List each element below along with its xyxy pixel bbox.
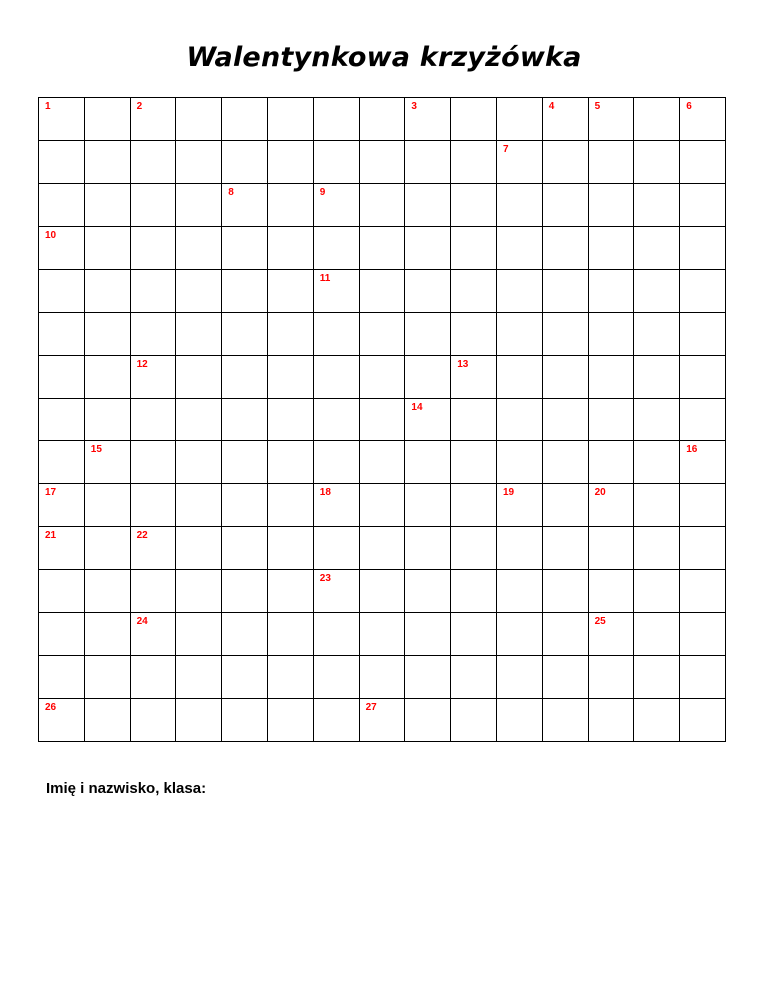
grid-cell[interactable] — [176, 656, 222, 699]
grid-cell[interactable] — [405, 270, 451, 313]
grid-cell[interactable] — [680, 270, 726, 313]
clue-number: 13 — [457, 358, 469, 370]
grid-cell[interactable] — [222, 527, 268, 570]
grid-cell[interactable] — [85, 98, 131, 141]
grid-cell[interactable] — [680, 227, 726, 270]
clue-number: 16 — [686, 444, 698, 456]
grid-cell[interactable] — [131, 656, 177, 699]
grid-cell[interactable] — [405, 399, 451, 442]
grid-cell[interactable] — [85, 313, 131, 356]
clue-number: 12 — [136, 358, 148, 370]
grid-cell[interactable] — [314, 356, 360, 399]
grid-cell[interactable] — [39, 356, 85, 399]
grid-cell[interactable] — [634, 227, 680, 270]
grid-cell[interactable] — [360, 656, 406, 699]
grid-cell[interactable] — [634, 270, 680, 313]
grid-cell[interactable] — [268, 656, 314, 699]
grid-cell[interactable] — [176, 484, 222, 527]
grid-cell[interactable] — [589, 441, 635, 484]
grid-cell[interactable] — [497, 270, 543, 313]
grid-cell[interactable] — [680, 699, 726, 742]
grid-cell[interactable] — [314, 270, 360, 313]
grid-cell[interactable] — [131, 356, 177, 399]
grid-cell[interactable] — [85, 184, 131, 227]
clue-number: 3 — [411, 101, 417, 112]
grid-cell[interactable] — [497, 484, 543, 527]
grid-cell[interactable] — [360, 313, 406, 356]
grid-cell[interactable] — [314, 613, 360, 656]
grid-cell[interactable] — [680, 399, 726, 442]
grid-cell[interactable] — [85, 484, 131, 527]
grid-cell[interactable] — [314, 399, 360, 442]
grid-cell[interactable] — [497, 227, 543, 270]
grid-cell[interactable] — [543, 356, 589, 399]
grid-cell[interactable] — [405, 484, 451, 527]
grid-cell[interactable] — [405, 441, 451, 484]
grid-cell[interactable] — [131, 613, 177, 656]
grid-cell[interactable] — [176, 570, 222, 613]
clue-number: 8 — [228, 186, 234, 198]
grid-cell[interactable] — [589, 484, 635, 527]
clue-number: 10 — [45, 229, 57, 241]
grid-cell[interactable] — [222, 399, 268, 442]
grid-cell[interactable] — [85, 656, 131, 699]
grid-cell[interactable] — [680, 356, 726, 399]
grid-cell[interactable] — [314, 699, 360, 742]
grid-cell[interactable] — [680, 613, 726, 656]
grid-cell[interactable] — [589, 656, 635, 699]
grid-cell[interactable] — [222, 227, 268, 270]
grid-cell[interactable] — [85, 270, 131, 313]
grid-cell[interactable] — [222, 699, 268, 742]
grid-cell[interactable] — [131, 313, 177, 356]
grid-cell[interactable] — [360, 570, 406, 613]
grid-cell[interactable] — [131, 441, 177, 484]
grid-cell[interactable] — [497, 141, 543, 184]
clue-number: 14 — [411, 401, 423, 413]
grid-cell[interactable] — [543, 399, 589, 442]
grid-cell[interactable] — [451, 484, 497, 527]
grid-cell[interactable] — [360, 227, 406, 270]
grid-cell[interactable] — [589, 570, 635, 613]
grid-cell[interactable] — [314, 184, 360, 227]
grid-cell[interactable] — [131, 141, 177, 184]
grid-cell[interactable] — [39, 270, 85, 313]
grid-cell[interactable] — [497, 184, 543, 227]
grid-cell[interactable] — [543, 141, 589, 184]
grid-cell[interactable] — [268, 399, 314, 442]
grid-cell[interactable] — [268, 441, 314, 484]
grid-cell[interactable] — [85, 527, 131, 570]
grid-cell[interactable] — [405, 656, 451, 699]
grid-cell[interactable] — [543, 699, 589, 742]
grid-cell[interactable] — [405, 527, 451, 570]
grid-cell[interactable] — [543, 570, 589, 613]
grid-cell[interactable] — [268, 613, 314, 656]
grid-cell[interactable] — [85, 399, 131, 442]
grid-cell[interactable] — [680, 98, 726, 141]
grid-cell[interactable] — [405, 699, 451, 742]
clue-number: 18 — [319, 487, 331, 499]
grid-cell[interactable] — [451, 227, 497, 270]
grid-cell[interactable] — [85, 356, 131, 399]
grid-cell[interactable] — [176, 227, 222, 270]
grid-cell[interactable] — [451, 656, 497, 699]
grid-cell[interactable] — [360, 527, 406, 570]
grid-cell[interactable] — [451, 527, 497, 570]
grid-cell[interactable] — [314, 441, 360, 484]
grid-cell[interactable] — [39, 527, 85, 570]
clue-number: 27 — [365, 702, 377, 714]
grid-cell[interactable] — [589, 227, 635, 270]
grid-cell[interactable] — [39, 98, 85, 141]
grid-cell[interactable] — [634, 656, 680, 699]
grid-cell[interactable] — [589, 98, 635, 141]
grid-cell[interactable] — [680, 141, 726, 184]
grid-cell[interactable] — [634, 613, 680, 656]
grid-cell[interactable] — [85, 699, 131, 742]
grid-cell[interactable] — [543, 441, 589, 484]
grid-cell[interactable] — [222, 613, 268, 656]
grid-cell[interactable] — [176, 356, 222, 399]
clue-number: 24 — [136, 616, 148, 628]
grid-cell[interactable] — [314, 141, 360, 184]
grid-cell[interactable] — [405, 356, 451, 399]
grid-cell[interactable] — [497, 613, 543, 656]
grid-cell[interactable] — [39, 613, 85, 656]
grid-cell[interactable] — [451, 613, 497, 656]
grid-cell[interactable] — [222, 184, 268, 227]
grid-cell[interactable] — [176, 98, 222, 141]
grid-cell[interactable] — [176, 184, 222, 227]
grid-cell[interactable] — [634, 356, 680, 399]
clue-number: 21 — [45, 530, 57, 542]
grid-cell[interactable] — [634, 527, 680, 570]
clue-number: 1 — [45, 101, 51, 112]
grid-cell[interactable] — [451, 399, 497, 442]
grid-cell[interactable] — [589, 313, 635, 356]
grid-cell[interactable] — [405, 570, 451, 613]
grid-cell[interactable] — [497, 699, 543, 742]
grid-cell[interactable] — [268, 699, 314, 742]
grid-cell[interactable] — [634, 313, 680, 356]
grid-cell[interactable] — [85, 441, 131, 484]
grid-cell[interactable] — [451, 313, 497, 356]
grid-cell[interactable] — [360, 141, 406, 184]
clue-number: 2 — [136, 101, 143, 112]
grid-cell[interactable] — [131, 484, 177, 527]
grid-cell[interactable] — [360, 699, 406, 742]
grid-cell[interactable] — [268, 527, 314, 570]
grid-cell[interactable] — [451, 270, 497, 313]
clue-number: 22 — [136, 530, 148, 542]
grid-cell[interactable] — [314, 313, 360, 356]
grid-cell[interactable] — [176, 270, 222, 313]
grid-cell[interactable] — [131, 570, 177, 613]
grid-cell[interactable] — [131, 98, 177, 141]
clue-number: 25 — [594, 616, 606, 628]
clue-number: 15 — [90, 444, 102, 456]
name-class-label: Imię i nazwisko, klasa: — [46, 780, 207, 797]
grid-cell[interactable] — [314, 527, 360, 570]
grid-cell[interactable] — [680, 441, 726, 484]
grid-cell[interactable] — [451, 356, 497, 399]
grid-cell[interactable] — [405, 313, 451, 356]
grid-cell[interactable] — [634, 441, 680, 484]
grid-cell[interactable] — [634, 570, 680, 613]
grid-cell[interactable] — [268, 356, 314, 399]
grid-cell[interactable] — [131, 527, 177, 570]
grid-cell[interactable] — [543, 656, 589, 699]
grid-cell[interactable] — [222, 141, 268, 184]
clue-number: 23 — [319, 573, 331, 585]
grid-cell[interactable] — [176, 141, 222, 184]
grid-cell[interactable] — [39, 484, 85, 527]
grid-cell[interactable] — [268, 570, 314, 613]
grid-cell[interactable] — [589, 699, 635, 742]
grid-cell[interactable] — [543, 98, 589, 141]
grid-cell[interactable] — [39, 441, 85, 484]
grid-cell[interactable] — [222, 441, 268, 484]
grid-cell[interactable] — [131, 399, 177, 442]
clue-number: 17 — [45, 487, 57, 499]
grid-cell[interactable] — [176, 399, 222, 442]
grid-cell[interactable] — [314, 227, 360, 270]
grid-cell[interactable] — [39, 313, 85, 356]
grid-cell[interactable] — [360, 356, 406, 399]
grid-cell[interactable] — [222, 270, 268, 313]
grid-cell[interactable] — [268, 184, 314, 227]
page-title: Walentynkowa krzyżówka — [186, 42, 582, 73]
grid-cell[interactable] — [360, 270, 406, 313]
grid-cell[interactable] — [451, 699, 497, 742]
crossword-grid — [38, 97, 726, 742]
grid-cell[interactable] — [634, 184, 680, 227]
grid-cell[interactable] — [405, 227, 451, 270]
grid-cell[interactable] — [543, 613, 589, 656]
grid-cell[interactable] — [131, 227, 177, 270]
grid-cell[interactable] — [222, 98, 268, 141]
grid-cell[interactable] — [589, 270, 635, 313]
grid-cell[interactable] — [360, 441, 406, 484]
grid-cell[interactable] — [589, 356, 635, 399]
grid-cell[interactable] — [497, 656, 543, 699]
grid-cell[interactable] — [39, 399, 85, 442]
grid-cell[interactable] — [85, 141, 131, 184]
grid-cell[interactable] — [268, 227, 314, 270]
grid-cell[interactable] — [131, 270, 177, 313]
clue-number: 26 — [45, 702, 57, 714]
grid-cell[interactable] — [589, 399, 635, 442]
grid-cell[interactable] — [314, 656, 360, 699]
grid-cell[interactable] — [222, 484, 268, 527]
grid-cell[interactable] — [634, 484, 680, 527]
grid-cell[interactable] — [268, 98, 314, 141]
grid-cell[interactable] — [451, 184, 497, 227]
grid-cell[interactable] — [314, 570, 360, 613]
grid-cell[interactable] — [360, 399, 406, 442]
clue-number: 19 — [502, 487, 515, 499]
grid-cell[interactable] — [497, 356, 543, 399]
grid-cell[interactable] — [497, 399, 543, 442]
grid-cell[interactable] — [405, 613, 451, 656]
grid-cell[interactable] — [222, 656, 268, 699]
clue-number: 5 — [594, 101, 601, 112]
grid-cell[interactable] — [85, 227, 131, 270]
grid-cell[interactable] — [39, 570, 85, 613]
clue-number: 4 — [548, 101, 555, 112]
grid-cell[interactable] — [589, 184, 635, 227]
grid-cell[interactable] — [543, 313, 589, 356]
grid-cell[interactable] — [680, 184, 726, 227]
grid-cell[interactable] — [680, 527, 726, 570]
grid-cell[interactable] — [176, 699, 222, 742]
grid-cell[interactable] — [268, 270, 314, 313]
grid-cell[interactable] — [589, 141, 635, 184]
grid-cell[interactable] — [543, 527, 589, 570]
grid-cell[interactable] — [176, 313, 222, 356]
grid-cell[interactable] — [39, 227, 85, 270]
clue-number: 9 — [319, 186, 326, 198]
clue-number: 6 — [686, 101, 692, 112]
grid-cell[interactable] — [222, 356, 268, 399]
grid-cell[interactable] — [543, 227, 589, 270]
grid-cell[interactable] — [360, 98, 406, 141]
grid-cell[interactable] — [314, 98, 360, 141]
grid-cell[interactable] — [497, 313, 543, 356]
grid-cell[interactable] — [39, 656, 85, 699]
grid-cell[interactable] — [176, 613, 222, 656]
grid-cell[interactable] — [543, 484, 589, 527]
grid-cell[interactable] — [131, 699, 177, 742]
grid-cell[interactable] — [39, 184, 85, 227]
grid-cell[interactable] — [634, 98, 680, 141]
grid-cell[interactable] — [589, 613, 635, 656]
grid-cell[interactable] — [39, 699, 85, 742]
grid-cell[interactable] — [451, 141, 497, 184]
grid-cell[interactable] — [451, 441, 497, 484]
grid-cell[interactable] — [268, 484, 314, 527]
grid-cell[interactable] — [360, 484, 406, 527]
clue-number: 20 — [594, 487, 606, 499]
grid-cell[interactable] — [451, 98, 497, 141]
grid-cell[interactable] — [360, 184, 406, 227]
grid-cell[interactable] — [222, 570, 268, 613]
grid-cell[interactable] — [405, 141, 451, 184]
clue-number: 11 — [319, 272, 331, 284]
grid-cell[interactable] — [634, 699, 680, 742]
grid-cell[interactable] — [85, 613, 131, 656]
grid-cell[interactable] — [39, 141, 85, 184]
grid-cell[interactable] — [589, 527, 635, 570]
grid-cell[interactable] — [360, 613, 406, 656]
grid-cell[interactable] — [85, 570, 131, 613]
grid-cell[interactable] — [268, 141, 314, 184]
grid-cell[interactable] — [543, 184, 589, 227]
grid-cell[interactable] — [268, 313, 314, 356]
grid-cell[interactable] — [543, 270, 589, 313]
grid-cell[interactable] — [680, 570, 726, 613]
grid-cell[interactable] — [680, 656, 726, 699]
grid-cell[interactable] — [222, 313, 268, 356]
grid-cell[interactable] — [405, 184, 451, 227]
grid-cell[interactable] — [634, 141, 680, 184]
grid-cell[interactable] — [680, 313, 726, 356]
grid-cell[interactable] — [497, 527, 543, 570]
grid-cell[interactable] — [176, 441, 222, 484]
grid-cell[interactable] — [497, 570, 543, 613]
grid-cell[interactable] — [634, 399, 680, 442]
grid-cell[interactable] — [314, 484, 360, 527]
grid-cell[interactable] — [497, 441, 543, 484]
grid-cell[interactable] — [680, 484, 726, 527]
grid-cell[interactable] — [451, 570, 497, 613]
grid-cell[interactable] — [405, 98, 451, 141]
grid-cell[interactable] — [131, 184, 177, 227]
clue-number: 7 — [502, 143, 509, 155]
grid-cell[interactable] — [497, 98, 543, 141]
grid-cell[interactable] — [176, 527, 222, 570]
